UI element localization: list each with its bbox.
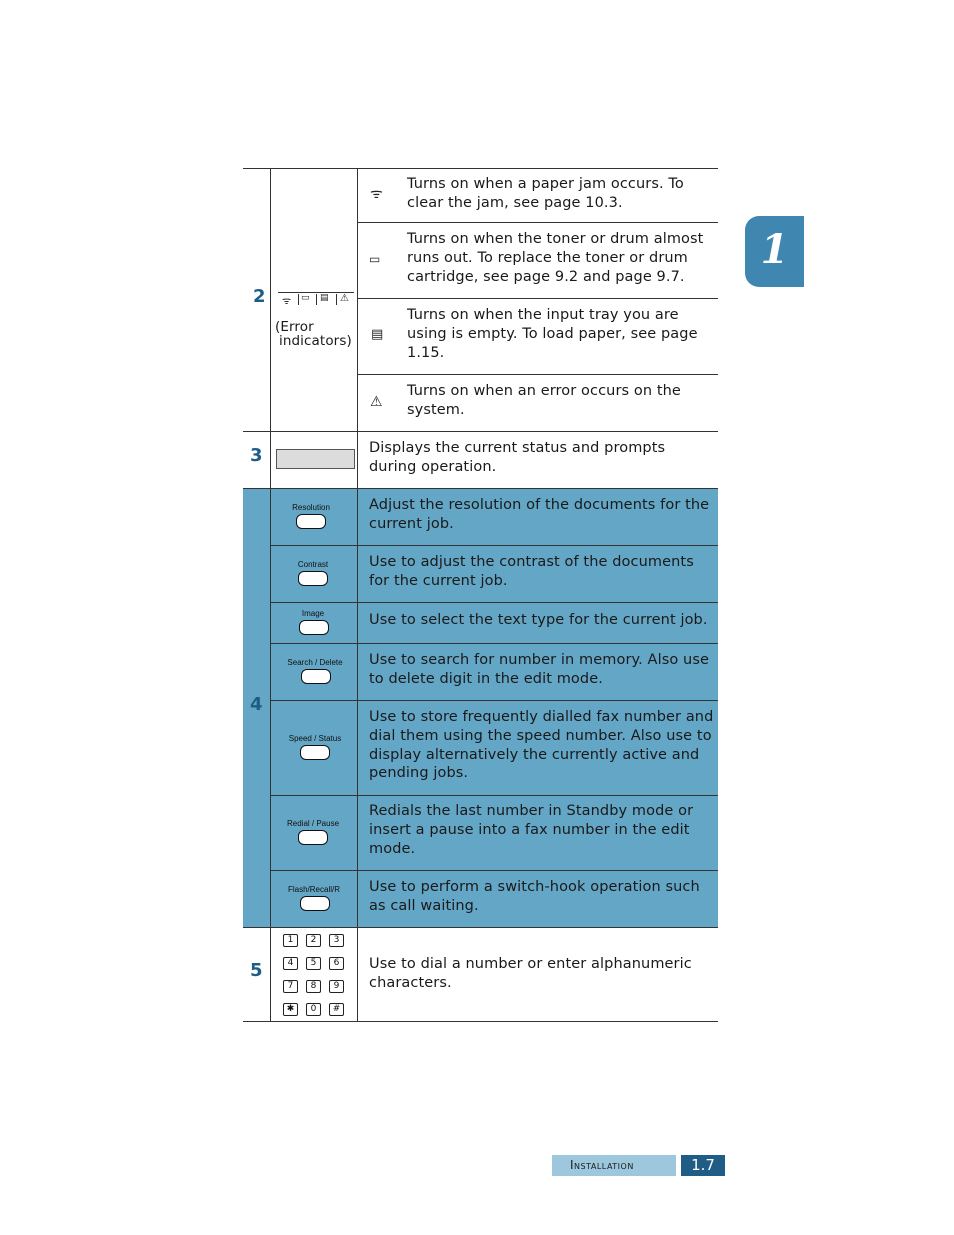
lcd-display [276, 449, 355, 469]
keypad-key[interactable]: 1 [283, 934, 298, 947]
speed-status-description: Use to store frequently dialled fax number and dial them using the speed number. Also use to display alternatively the currently active and pending jobs. [369, 709, 714, 782]
indicator-text-paper-jam: Turns on when a paper jam occurs. To clear the jam, see page 10.3. [407, 176, 684, 211]
speed-status-button[interactable] [300, 745, 330, 760]
speed-status-button-label: Speed / Status [288, 734, 342, 743]
indicator-text-toner: Turns on when the toner or drum almost runs out. To replace the toner or drum cartridge, see page 9.2 and page 9.7. [407, 231, 704, 285]
paper-jam-icon: ᯤ [282, 296, 292, 307]
keypad-key[interactable]: ✱ [283, 1003, 298, 1016]
paper-tray-icon: ▤ [320, 293, 329, 303]
row5-number: 5 [250, 960, 263, 981]
toner-icon: ▭ [369, 252, 381, 266]
footer-page-number-box [681, 1155, 725, 1176]
footer-section-label-box [552, 1155, 676, 1176]
search-delete-button-label: Search / Delete [287, 658, 343, 667]
paper-tray-icon: ▤ [371, 327, 384, 342]
resolution-description: Adjust the resolution of the documents for the current job. [369, 497, 710, 532]
row2-number: 2 [253, 286, 266, 307]
redial-pause-button[interactable] [298, 830, 328, 845]
image-button-label: Image [301, 609, 325, 618]
toner-icon: ▭ [301, 293, 310, 303]
redial-pause-button-label: Redial / Pause [286, 819, 340, 828]
keypad-key[interactable]: 3 [329, 934, 344, 947]
indicator-text-paper-tray: Turns on when the input tray you are using is empty. To load paper, see page 1.15. [407, 307, 698, 361]
flash-recall-button-label: Flash/Recall/R [287, 885, 340, 894]
contrast-button-label: Contrast [297, 560, 329, 569]
keypad-key[interactable]: # [329, 1003, 344, 1016]
paper-jam-icon: ᯤ [370, 186, 383, 202]
resolution-button-label: Resolution [292, 503, 330, 512]
row3-description: Displays the current status and prompts during operation. [369, 440, 666, 475]
error-indicators-caption: (Error indicators) [275, 319, 352, 349]
search-delete-button[interactable] [301, 669, 331, 684]
footer-page-number: 1.7 [691, 1156, 715, 1174]
chapter-number: 1 [760, 226, 789, 273]
keypad-key[interactable]: 7 [283, 980, 298, 993]
footer-section-label: Installation [570, 1158, 634, 1172]
keypad-key[interactable]: 2 [306, 934, 321, 947]
contrast-description: Use to adjust the contrast of the documents for the current job. [369, 554, 694, 589]
image-button[interactable] [299, 620, 329, 635]
error-indicator-strip [278, 292, 354, 306]
indicator-text-error: Turns on when an error occurs on the system. [407, 383, 681, 418]
contrast-button[interactable] [298, 571, 328, 586]
warning-icon: ⚠ [370, 394, 383, 410]
search-delete-description: Use to search for number in memory. Also use to delete digit in the edit mode. [369, 652, 709, 687]
keypad-key[interactable]: 4 [283, 957, 298, 970]
redial-pause-description: Redials the last number in Standby mode or insert a pause into a fax number in the edit mode. [369, 803, 694, 857]
row4-number: 4 [250, 694, 263, 715]
keypad-key[interactable]: 9 [329, 980, 344, 993]
image-description: Use to select the text type for the current job. [369, 612, 708, 628]
warning-icon: ⚠ [340, 293, 349, 304]
resolution-button[interactable] [296, 514, 326, 529]
number-keypad [283, 932, 353, 1018]
chapter-tab [745, 216, 804, 287]
row3-number: 3 [250, 445, 263, 466]
keypad-key[interactable]: 0 [306, 1003, 321, 1016]
row5-description: Use to dial a number or enter alphanumeric characters. [369, 956, 692, 991]
keypad-key[interactable]: 8 [306, 980, 321, 993]
keypad-key[interactable]: 5 [306, 957, 321, 970]
flash-recall-button[interactable] [300, 896, 330, 911]
keypad-key[interactable]: 6 [329, 957, 344, 970]
flash-recall-description: Use to perform a switch-hook operation such as call waiting. [369, 879, 700, 914]
